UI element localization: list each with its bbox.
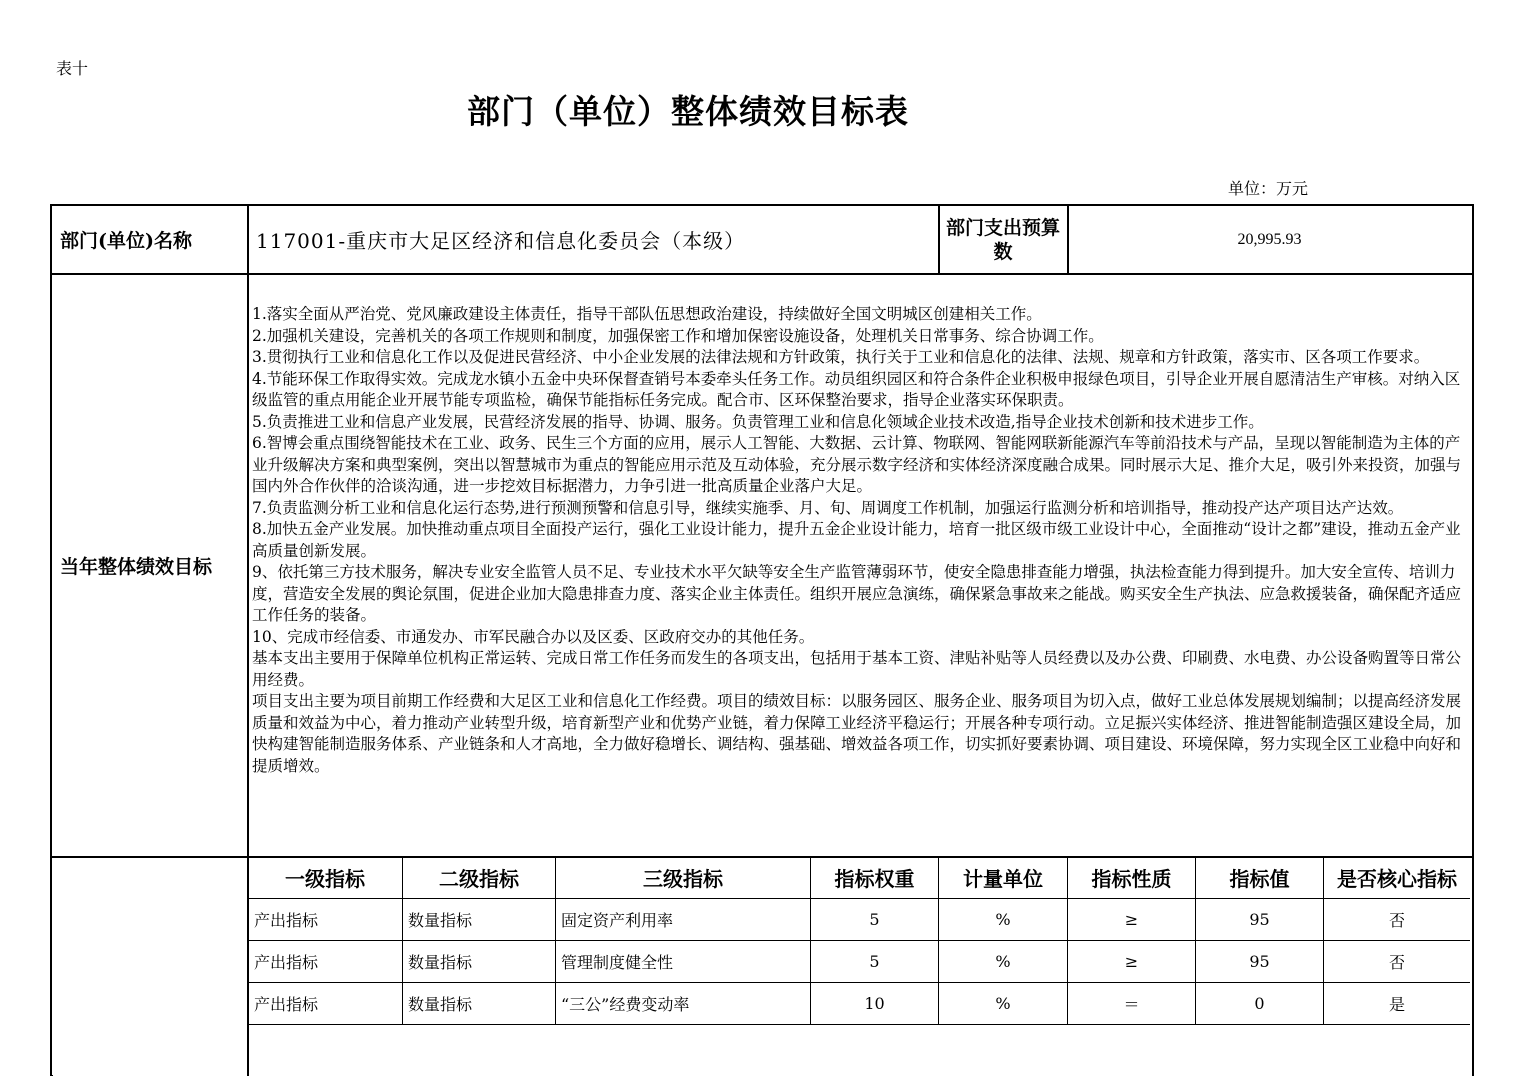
budget-value: 20,995.93	[1237, 230, 1302, 248]
goals-label: 当年整体绩效目标	[60, 556, 213, 578]
table-cell: ＝	[1123, 995, 1140, 1014]
header-weight: 指标权重	[834, 867, 915, 891]
dept-name-value: 117001-重庆市大足区经济和信息化委员会（本级）	[256, 229, 746, 253]
table-cell: 95	[1249, 910, 1270, 929]
goal-item: 6.智博会重点围绕智能技术在工业、政务、民生三个方面的应用，展示人工智能、大数据、云计算、物联网、智能网联新能源汽车等前沿技术与产品，呈现以智能制造为主体的产业升级解决方案和典型案例，突出以智慧城市为重点的智能应用示范及互动体验，充分展示数字经济和实体经济深度融合成果。同时展示大足、推介大足，吸引外来投资，加强与国内外合作伙伴的洽谈沟通，进一步挖效目标据潜力，力争引进一批高质量企业落户大足。	[252, 434, 1462, 495]
table-cell: 产出指标	[254, 953, 319, 972]
goal-item: 9、依托第三方技术服务，解决专业安全监管人员不足、专业技术水平欠缺等安全生产监管薄弱环节，使安全隐患排查能力增强，执法检查能力得到提升。加大安全宣传、培训力度，营造安全发展的舆论氛围，促进企业加大隐患排查力度、落实企业主体责任。组织开展应急演练，确保紧急事故来之能战。购买安全生产执法、应急救援装备，确保配齐适应工作任务的装备。	[252, 563, 1462, 624]
table-cell: 数量指标	[408, 953, 473, 972]
budget-label: 部门支出预算数	[945, 217, 1060, 263]
table-cell: 数量指标	[408, 995, 473, 1014]
goal-item: 4.节能环保工作取得实效。完成龙水镇小五金中央环保督查销号本委牵头任务工作。动员组织园区和符合条件企业积极申报绿色项目，引导企业开展自愿清洁生产审核。对纳入区级监管的重点用能企业开展节能专项监检，确保节能指标任务完成。配合市、区环保整治要求，指导企业落实环保职责。	[252, 369, 1461, 409]
header-level3: 三级指标	[643, 867, 723, 891]
table-cell: 固定资产利用率	[561, 911, 674, 930]
table-cell: 管理制度健全性	[561, 953, 674, 972]
table-cell: 产出指标	[254, 911, 319, 930]
goal-item: 2.加强机关建设，完善机关的各项工作规则和制度，加强保密工作和增加保密设施设备，处理机关日常事务、综合协调工作。	[252, 326, 1104, 345]
table-cell: 产出指标	[254, 995, 319, 1014]
page-title: 部门（单位）整体绩效目标表	[467, 92, 909, 131]
table-cell: “三公”经费变动率	[561, 995, 690, 1014]
table-cell: ≥	[1124, 952, 1139, 971]
goal-item: 1.落实全面从严治党、党风廉政建设主体责任，指导干部队伍思想政治建设，持续做好全国文明城区创建相关工作。	[252, 305, 1042, 323]
table-cell: 5	[869, 952, 880, 971]
goal-item: 项目支出主要为项目前期工作经费和大足区工业和信息化工作经费。项目的绩效目标：以服务园区、服务企业、服务项目为切入点，做好工业总体发展规划编制；以提高经济发展质量和效益为中心，着力推动产业转型升级，培育新型产业和优势产业链，着力保障工业经济平稳运行；开展各种专项行动。立足振兴实体经济、推进智能制造强区建设全局，加快构建智能制造服务体系、产业链条和人才高地，全力做好稳增长、调结构、强基础、增效益各项工作，切实抓好要素协调、项目建设、环境保障，努力实现全区工业稳中向好和提质增效。	[252, 692, 1462, 775]
goal-item: 3.贯彻执行工业和信息化工作以及促进民营经济、中小企业发展的法律法规和方针政策，执行关于工业和信息化的法律、法规、规章和方针政策，落实市、区各项工作要求。	[252, 348, 1430, 366]
goals-text	[252, 304, 1462, 844]
goal-item: 基本支出主要用于保障单位机构正常运转、完成日常工作任务而发生的各项支出，包括用于基本工资、津贴补贴等人员经费以及办公费、印刷费、水电费、办公设备购置等日常公用经费。	[252, 649, 1462, 689]
header-nature: 指标性质	[1091, 867, 1172, 891]
table-cell: 10	[864, 994, 885, 1013]
table-label: 表十	[56, 59, 89, 78]
table-cell: 是	[1388, 995, 1405, 1014]
header-value: 指标值	[1229, 867, 1290, 891]
table-cell: 95	[1249, 952, 1270, 971]
header-level2: 二级指标	[439, 867, 519, 891]
table-cell: 0	[1254, 994, 1265, 1013]
table-cell: 数量指标	[408, 911, 473, 930]
header-level1: 一级指标	[285, 867, 365, 891]
goal-item: 7.负责监测分析工业和信息化运行态势,进行预测预警和信息引导，继续实施季、月、旬、周调度工作机制，加强运行监测分析和培训指导，推动投产达产项目达产达效。	[252, 498, 1404, 517]
header-core: 是否核心指标	[1337, 867, 1457, 891]
goal-item: 5.负责推进工业和信息产业发展，民营经济发展的指导、协调、服务。负责管理工业和信息化领域企业技术改造,指导企业技术创新和技术进步工作。	[252, 412, 1264, 431]
table-cell: 否	[1388, 953, 1405, 972]
goal-item: 10、完成市经信委、市通发办、市军民融合办以及区委、区政府交办的其他任务。	[252, 627, 815, 646]
table-cell: %	[995, 994, 1011, 1013]
table-cell: ≥	[1124, 910, 1139, 929]
goal-item: 8.加快五金产业发展。加快推动重点项目全面投产运行，强化工业设计能力，提升五金企业设计能力，培育一批区级市级工业设计中心，全面推动“设计之都”建设，推动五金产业高质量创新发展。	[252, 520, 1461, 560]
table-cell: %	[995, 910, 1011, 929]
header-unit: 计量单位	[963, 867, 1043, 891]
performance-table	[50, 204, 1474, 1076]
table-cell: 否	[1388, 911, 1405, 930]
dept-name-label: 部门(单位)名称	[60, 230, 192, 252]
table-cell: 5	[869, 910, 880, 929]
unit-label: 单位：万元	[1228, 179, 1309, 198]
table-cell: %	[995, 952, 1011, 971]
